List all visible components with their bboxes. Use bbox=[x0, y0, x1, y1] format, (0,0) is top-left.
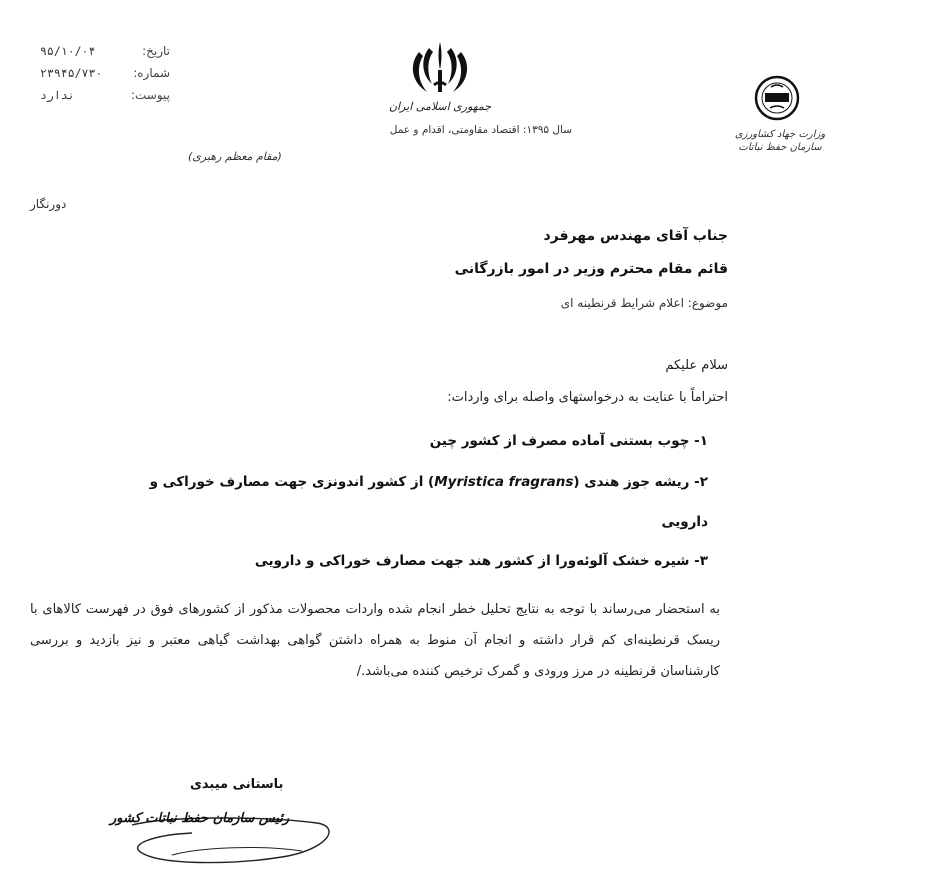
ministry-logo-icon bbox=[753, 74, 801, 122]
addressee-title: قائم مقام محترم وزیر در امور بازرگانی bbox=[454, 261, 728, 277]
number-label: شماره: bbox=[133, 66, 170, 80]
attachment-label: پیوست: bbox=[130, 88, 170, 102]
date-value: ۹۵/۱۰/۰۴ bbox=[40, 44, 96, 58]
attachment-value: ندارد bbox=[40, 88, 75, 102]
fax-label: دورنگار bbox=[30, 197, 67, 211]
list-item-2 bbox=[8, 474, 708, 490]
emblem-caption: جمهوری اسلامی ایران bbox=[388, 100, 492, 113]
number-value: ۲۳۹۴۵/۷۳۰ bbox=[40, 66, 103, 80]
ministry-caption bbox=[730, 128, 830, 154]
addressee-name: جناب آقای مهندس مهرفرد bbox=[543, 228, 728, 244]
scientific-name: Myristica fragrans bbox=[434, 474, 574, 490]
signatory-title: رئیس سازمان حفظ نباتات کشور bbox=[110, 811, 290, 826]
leader-note: (مقام معظم رهبری) bbox=[188, 150, 282, 163]
attachment-row bbox=[40, 84, 170, 106]
year-slogan: سال ۱۳۹۵: اقتصاد مقاومتی، اقدام و عمل bbox=[389, 124, 572, 136]
list-item-3: ۳- شیره خشک آلوئه‌ورا از کشور هند جهت مصارف خوراکی و دارویی bbox=[254, 553, 708, 569]
body-paragraph: به استحضار می‌رساند با توجه به نتایج تحلیل خطر انجام شده واردات محصولات مذکور از کشورهای فوق در فهرست کالاهای با ریسک قرنطینه‌ای کم قرار داشته و انجام آن منوط به همراه داشتن گواهی بهداشت گیاهی معتبر و نیز بازدید و بررسی کارشناسان قرنطینه در مرز ورودی و گمرک ترخیص کننده می‌باشد./ bbox=[30, 602, 720, 679]
intro-line: احتراماً با عنایت به درخواستهای واصله برای واردات: bbox=[447, 390, 728, 405]
date-row bbox=[40, 40, 170, 62]
date-label: تاریخ: bbox=[142, 44, 170, 58]
signatory-name: باستانی میبدی bbox=[190, 777, 284, 792]
list-item-2-continued: دارویی bbox=[661, 514, 708, 530]
ministry-caption-line2: سازمان حفظ نباتات bbox=[738, 142, 822, 153]
ministry-caption-line1: وزارت جهاد کشاورزی bbox=[734, 129, 826, 140]
iran-emblem-icon bbox=[405, 40, 475, 98]
signature-icon bbox=[112, 795, 352, 875]
list-item-1: ۱- چوب بستنی آماده مصرف از کشور چین bbox=[429, 433, 708, 449]
list-item-2-prefix: ۲- ریشه جوز هندی ( bbox=[573, 474, 708, 490]
number-row bbox=[40, 62, 170, 84]
letter-meta bbox=[40, 40, 170, 106]
list-item-2-suffix: ) از کشور اندونزی جهت مصارف خوراکی و bbox=[149, 474, 435, 490]
subject-line: موضوع: اعلام شرایط قرنطینه ای bbox=[560, 296, 728, 310]
greeting: سلام علیکم bbox=[665, 358, 728, 373]
